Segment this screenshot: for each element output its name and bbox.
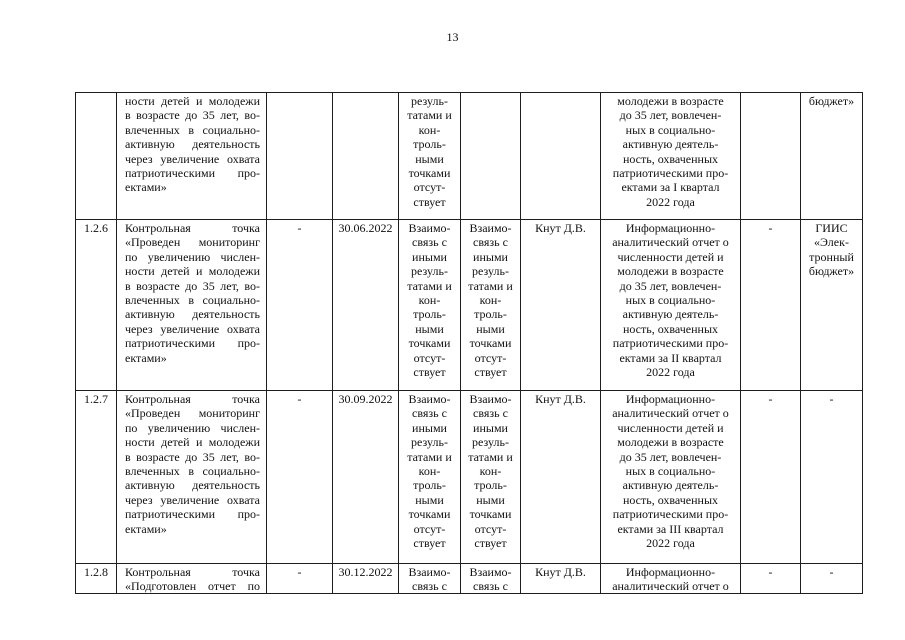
cell-line: татами и: [407, 449, 452, 464]
cell-line: ности детей и молодежи: [125, 435, 260, 450]
cell-line: Взаимо-: [469, 221, 512, 235]
cell-line: ными: [476, 321, 505, 336]
cell-line: ными: [415, 151, 444, 166]
cell-line: Кнут Д.В.: [535, 221, 586, 235]
cell-line: Кнут Д.В.: [535, 392, 586, 406]
cell-line: Взаимо-: [408, 565, 451, 579]
cell-line: ектами»: [125, 350, 167, 365]
cell-content: [801, 220, 862, 390]
cell-line: 2022 года: [646, 536, 695, 551]
table-body: [76, 93, 863, 594]
cell-line: кон-: [418, 293, 441, 308]
cell-dash-b: [741, 93, 801, 220]
cell-date: [333, 220, 399, 391]
cell-line: отсут-: [413, 521, 446, 536]
cell-responsible: [521, 220, 601, 391]
cell-line: через увеличение охвата: [125, 492, 260, 507]
cell-line: ствует: [474, 536, 507, 551]
cell-line: до 35 лет, вовлечен-: [619, 108, 722, 123]
cell-line: -: [297, 565, 302, 579]
cell-line: до 35 лет, вовлечен-: [619, 449, 722, 464]
cell-line: кон-: [479, 464, 502, 479]
cell-line: ствует: [413, 365, 446, 380]
cell-line: аналитический отчет о: [612, 579, 729, 593]
cell-system: [801, 220, 863, 391]
cell-line: «Проведен мониторинг: [125, 406, 260, 421]
cell-line: отсут-: [474, 521, 507, 536]
cell-document: [601, 220, 741, 391]
cell-line: -: [297, 221, 302, 235]
cell-line: ектами»: [125, 180, 167, 195]
cell-line: в возрасте до 35 лет, во-: [125, 278, 260, 293]
cell-relation-a: [399, 391, 461, 564]
cell-line: ности детей и молодежи: [125, 264, 260, 279]
cell-line: через увеличение охвата: [125, 151, 260, 166]
cell-line: Контрольная точка: [125, 221, 260, 235]
cell-line: Контрольная точка: [125, 392, 260, 406]
cell-content: [741, 93, 800, 219]
cell-dash: [267, 93, 333, 220]
cell-content: [399, 220, 460, 390]
cell-line: в возрасте до 35 лет, во-: [125, 108, 260, 123]
cell-line: патриотическими про-: [125, 336, 260, 351]
cell-line: ствует: [413, 536, 446, 551]
cell-line: активную деятель-: [622, 307, 719, 322]
cell-line: -: [768, 565, 773, 579]
cell-line: ными: [415, 321, 444, 336]
cell-line: активную деятельность: [125, 137, 260, 152]
cell-line: точками: [408, 166, 451, 181]
cell-relation-a: [399, 93, 461, 220]
cell-line: патриотическими про-: [612, 507, 729, 522]
cell-relation-a: [399, 564, 461, 594]
cell-line: патриотическими про-: [612, 166, 729, 181]
cell-line: иными: [412, 420, 447, 435]
table-row: [76, 564, 863, 594]
cell-line: тронный: [809, 249, 854, 264]
cell-responsible: [521, 564, 601, 594]
cell-description: [117, 93, 267, 220]
cell-content: [601, 93, 740, 219]
cell-system: [801, 391, 863, 564]
cell-content: [461, 564, 520, 593]
cell-line: татами и: [407, 108, 452, 123]
cell-description: [117, 564, 267, 594]
cell-line: ектами»: [125, 521, 167, 536]
cell-dash-b: [741, 220, 801, 391]
cell-line: численности детей и: [617, 249, 724, 264]
cell-content: [399, 93, 460, 219]
cell-line: по увеличению числен-: [125, 249, 260, 264]
cell-content: [601, 564, 740, 593]
cell-line: до 35 лет, вовлечен-: [619, 278, 722, 293]
page-number: 13: [446, 30, 459, 44]
cell-line: связь с: [412, 579, 447, 593]
cell-relation-b: [461, 220, 521, 391]
cell-content: [461, 93, 520, 219]
cell-line: 2022 года: [646, 194, 695, 209]
cell-line: молодежи в возрасте: [617, 94, 724, 108]
cell-line: Контрольная точка: [125, 565, 260, 579]
cell-line: 30.09.2022: [338, 392, 393, 406]
cell-line: влеченных в социально-: [125, 293, 260, 308]
cell-line: точками: [408, 336, 451, 351]
cell-line: связь с: [473, 235, 508, 250]
cell-line: -: [829, 565, 834, 579]
cell-line: ность, охваченных: [622, 321, 719, 336]
cell-line: аналитический отчет о: [612, 235, 729, 250]
cell-content: [801, 564, 862, 593]
cell-content: [333, 220, 398, 390]
cell-content: [801, 93, 862, 219]
cell-line: иными: [473, 249, 508, 264]
cell-content: [521, 93, 600, 219]
cell-line: бюджет»: [808, 264, 855, 279]
cell-line: резуль-: [472, 264, 509, 279]
cell-number: [76, 220, 117, 391]
cell-line: бюджет»: [808, 94, 855, 108]
cell-line: Кнут Д.В.: [535, 565, 586, 579]
cell-line: активную деятельность: [125, 307, 260, 322]
cell-line: патриотическими про-: [125, 507, 260, 522]
table-row: [76, 93, 863, 220]
cell-system: [801, 564, 863, 594]
cell-content: [521, 220, 600, 390]
cell-line: молодежи в возрасте: [617, 264, 724, 279]
cell-number: [76, 564, 117, 594]
cell-system: [801, 93, 863, 220]
cell-content: [117, 564, 266, 593]
cell-line: -: [297, 392, 302, 406]
cell-line: 30.06.2022: [338, 221, 393, 235]
cell-line: -: [768, 392, 773, 406]
cell-line: резуль-: [411, 264, 448, 279]
cell-date: [333, 93, 399, 220]
cell-date: [333, 564, 399, 594]
cell-line: активную деятельность: [125, 478, 260, 493]
cell-content: [76, 391, 116, 563]
cell-line: троль-: [413, 478, 446, 493]
cell-line: точками: [469, 507, 512, 522]
cell-line: иными: [473, 420, 508, 435]
cell-line: резуль-: [472, 435, 509, 450]
cell-line: кон-: [418, 122, 441, 137]
cell-line: татами и: [468, 278, 513, 293]
cell-content: [333, 93, 398, 219]
cell-line: отсут-: [474, 350, 507, 365]
cell-content: [267, 391, 332, 563]
cell-line: троль-: [474, 478, 507, 493]
control-points-table: [75, 92, 863, 594]
cell-description: [117, 220, 267, 391]
cell-responsible: [521, 391, 601, 564]
cell-content: [741, 220, 800, 390]
cell-line: ектами за II квартал: [619, 350, 722, 365]
cell-line: точками: [469, 336, 512, 351]
cell-line: Информационно-: [625, 392, 716, 406]
cell-content: [741, 391, 800, 563]
cell-line: точками: [408, 507, 451, 522]
cell-line: иными: [412, 249, 447, 264]
cell-responsible: [521, 93, 601, 220]
cell-content: [399, 391, 460, 563]
cell-dash-b: [741, 391, 801, 564]
cell-line: резуль-: [411, 435, 448, 450]
cell-line: ными: [476, 492, 505, 507]
cell-content: [521, 564, 600, 593]
cell-line: -: [768, 221, 773, 235]
cell-document: [601, 93, 741, 220]
cell-content: [333, 564, 398, 593]
cell-number: [76, 391, 117, 564]
cell-line: татами и: [407, 278, 452, 293]
cell-line: молодежи в возрасте: [617, 435, 724, 450]
cell-line: аналитический отчет о: [612, 406, 729, 421]
cell-line: активную деятель-: [622, 478, 719, 493]
cell-content: [117, 391, 266, 563]
cell-number: [76, 93, 117, 220]
cell-line: 1.2.7: [84, 392, 108, 406]
cell-content: [461, 220, 520, 390]
cell-line: численности детей и: [617, 420, 724, 435]
cell-line: патриотическими про-: [612, 336, 729, 351]
cell-line: ствует: [413, 194, 446, 209]
cell-content: [267, 564, 332, 593]
cell-line: троль-: [474, 307, 507, 322]
cell-content: [601, 220, 740, 390]
cell-line: Взаимо-: [469, 392, 512, 406]
cell-content: [267, 220, 332, 390]
cell-line: Взаимо-: [408, 392, 451, 406]
cell-content: [521, 391, 600, 563]
cell-date: [333, 391, 399, 564]
cell-description: [117, 391, 267, 564]
cell-line: патриотическими про-: [125, 166, 260, 181]
cell-relation-a: [399, 220, 461, 391]
cell-line: ектами за III квартал: [617, 521, 724, 536]
cell-line: связь с: [473, 579, 508, 593]
cell-dash: [267, 564, 333, 594]
table-row: [76, 391, 863, 564]
cell-line: 1.2.6: [84, 221, 108, 235]
cell-line: ных в социально-: [625, 122, 716, 137]
cell-line: троль-: [413, 137, 446, 152]
cell-line: татами и: [468, 449, 513, 464]
cell-line: 1.2.8: [84, 565, 108, 579]
cell-line: ГИИС: [815, 221, 848, 235]
cell-line: «Подготовлен отчет по: [125, 579, 260, 593]
cell-line: связь с: [412, 406, 447, 421]
cell-content: [399, 564, 460, 593]
cell-line: Взаимо-: [469, 565, 512, 579]
cell-line: кон-: [479, 293, 502, 308]
cell-dash-b: [741, 564, 801, 594]
cell-line: влеченных в социально-: [125, 122, 260, 137]
cell-content: [76, 93, 116, 219]
table-row: [76, 220, 863, 391]
cell-line: резуль-: [411, 94, 448, 108]
cell-content: [76, 564, 116, 593]
cell-line: в возрасте до 35 лет, во-: [125, 449, 260, 464]
cell-content: [333, 391, 398, 563]
cell-line: ность, охваченных: [622, 151, 719, 166]
cell-line: -: [829, 392, 834, 406]
cell-line: ектами за I квартал: [621, 180, 720, 195]
cell-line: по увеличению числен-: [125, 420, 260, 435]
cell-line: 30.12.2022: [338, 565, 393, 579]
cell-line: ности детей и молодежи: [125, 94, 260, 108]
cell-content: [267, 93, 332, 219]
cell-line: ствует: [474, 365, 507, 380]
cell-line: троль-: [413, 307, 446, 322]
cell-line: Взаимо-: [408, 221, 451, 235]
cell-dash: [267, 220, 333, 391]
cell-relation-b: [461, 564, 521, 594]
cell-line: ных в социально-: [625, 293, 716, 308]
cell-line: ность, охваченных: [622, 492, 719, 507]
cell-content: [601, 391, 740, 563]
cell-relation-b: [461, 93, 521, 220]
cell-content: [741, 564, 800, 593]
cell-line: отсут-: [413, 350, 446, 365]
cell-line: ными: [415, 492, 444, 507]
cell-line: через увеличение охвата: [125, 321, 260, 336]
cell-content: [117, 220, 266, 390]
cell-line: кон-: [418, 464, 441, 479]
cell-document: [601, 564, 741, 594]
cell-content: [461, 391, 520, 563]
cell-line: «Проведен мониторинг: [125, 235, 260, 250]
cell-content: [117, 93, 266, 219]
cell-line: ных в социально-: [625, 464, 716, 479]
cell-line: влеченных в социально-: [125, 464, 260, 479]
cell-line: отсут-: [413, 180, 446, 195]
cell-line: Информационно-: [625, 565, 716, 579]
cell-line: Информационно-: [625, 221, 716, 235]
cell-line: активную деятель-: [622, 137, 719, 152]
cell-line: связь с: [473, 406, 508, 421]
cell-content: [801, 391, 862, 563]
cell-document: [601, 391, 741, 564]
cell-content: [76, 220, 116, 390]
cell-relation-b: [461, 391, 521, 564]
cell-line: связь с: [412, 235, 447, 250]
cell-line: 2022 года: [646, 365, 695, 380]
cell-dash: [267, 391, 333, 564]
cell-line: «Элек-: [814, 235, 849, 250]
